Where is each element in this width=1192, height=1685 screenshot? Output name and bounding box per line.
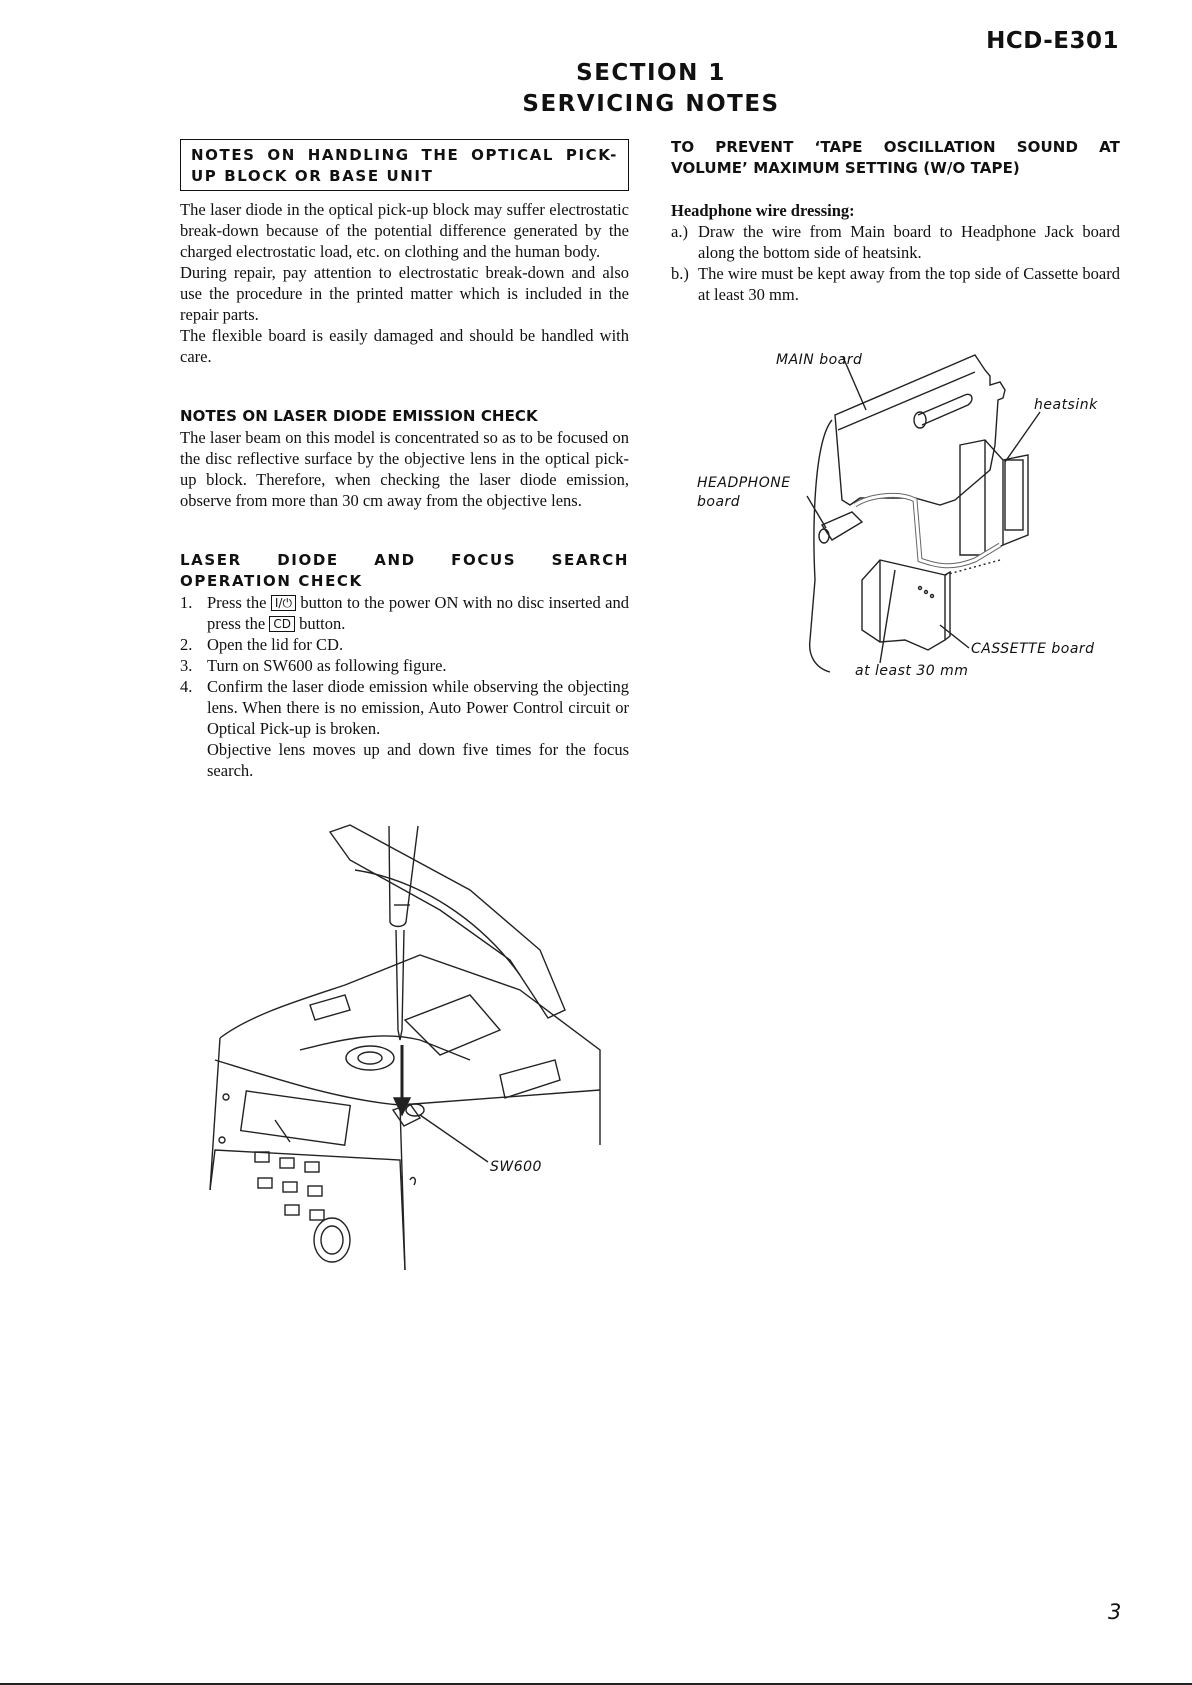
handling-paragraph-1: The laser diode in the optical pick-up block may suffer electrostatic break-down because of the potential difference generated by the charged electrostatic load, etc. on clothing and the human body.	[180, 200, 629, 261]
cd-key-icon: CD	[269, 616, 295, 632]
section-heading	[0, 58, 1192, 120]
headphone-label: HEADPHONE	[697, 475, 791, 491]
section-number: SECTION 1	[576, 60, 726, 86]
right-column	[671, 137, 1120, 305]
main-board-label: MAIN board	[776, 352, 863, 368]
wire-step-b: b.) The wire must be kept away from the top side of Cassette board at least 30 mm.	[671, 264, 1120, 304]
wire-step-a: a.) Draw the wire from Main board to Headphone Jack board along the bottom side of heatsink.	[671, 222, 1120, 262]
cassette-board-label: CASSETTE board	[971, 641, 1095, 657]
model-number: HCD-E301	[986, 28, 1119, 54]
page-number: 3	[1108, 1600, 1122, 1624]
left-column	[180, 139, 629, 781]
emission-heading: NOTES ON LASER DIODE EMISSION CHECK	[180, 407, 538, 425]
handling-paragraph-2: During repair, pay attention to electrostatic break-down and also use the procedure in the printed matter which is included in the repair parts.	[180, 263, 629, 324]
tape-heading: TO PREVENT ‘TAPE OSCILLATION SOUND AT VOLUME’ MAXIMUM SETTING (W/O TAPE)	[671, 138, 1120, 177]
handling-heading: NOTES ON HANDLING THE OPTICAL PICK-UP BLOCK OR BASE UNIT	[180, 139, 629, 191]
section-title: SERVICING NOTES	[522, 91, 780, 117]
step-4: 4. Confirm the laser diode emission while observing the objecting lens. When there is no emission, Auto Power Control circuit or Optical Pick-up is broken. Objective lens moves up and down five times for the focus search.	[180, 677, 629, 780]
heatsink-label: heatsink	[1034, 397, 1098, 413]
handling-paragraph-3: The flexible board is easily damaged and should be handled with care.	[180, 326, 629, 366]
step-1: 1. Press the I/⏻ button to the power ON with no disc inserted and press the CD button.	[180, 593, 629, 633]
distance-label: at least 30 mm	[855, 663, 969, 679]
step-3: 3. Turn on SW600 as following figure.	[180, 656, 447, 675]
focus-steps	[180, 592, 629, 781]
step-2: 2. Open the lid for CD.	[180, 635, 344, 654]
focus-heading: LASER DIODE AND FOCUS SEARCH OPERATION CHECK	[180, 551, 629, 590]
power-key-icon: I/⏻	[271, 595, 296, 611]
emission-paragraph: The laser beam on this model is concentrated so as to be focused on the disc reflective surface by the objective lens in the optical pick-up block. Therefore, when checking the laser diode emission, observe from more than 30 cm away from the objective lens.	[180, 428, 629, 510]
sw600-label: SW600	[490, 1159, 542, 1175]
wire-dressing-subheading: Headphone wire dressing:	[671, 201, 855, 220]
headphone-board-label: board	[697, 494, 741, 510]
